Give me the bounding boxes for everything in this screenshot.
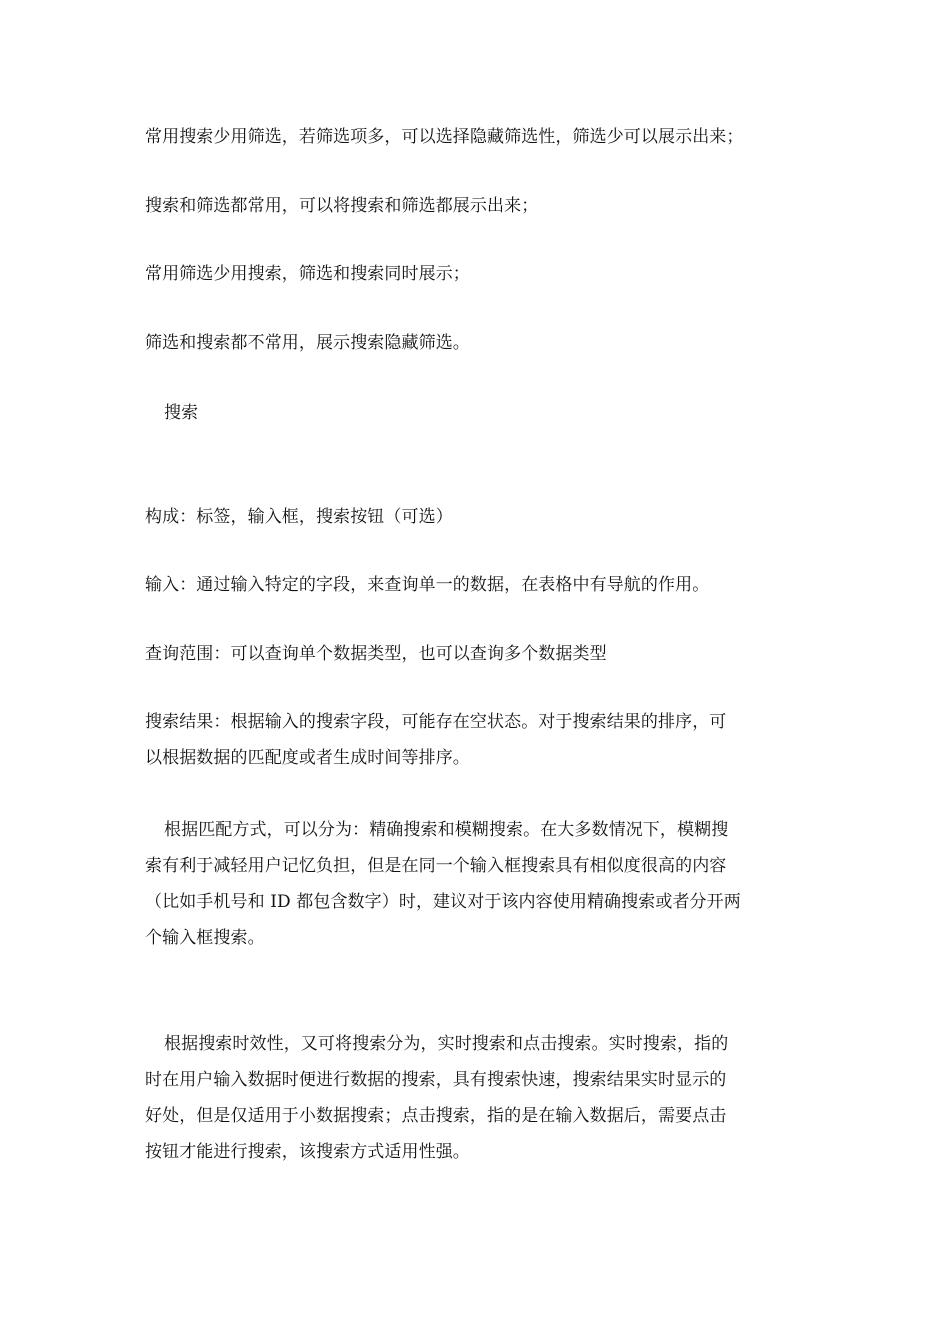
paragraph-line: 按钮才能进行搜索，该搜索方式适用性强。 [145, 1142, 470, 1162]
section-heading: 搜索 [164, 403, 199, 423]
paragraph-line: 以根据数据的匹配度或者生成时间等排序。 [145, 748, 470, 768]
paragraph-line: 个输入框搜索。 [145, 928, 265, 948]
paragraph-line: 搜索和筛选都常用，可以将搜索和筛选都展示出来； [145, 196, 539, 216]
paragraph-line: 查询范围：可以查询单个数据类型，也可以查询多个数据类型 [145, 644, 607, 664]
paragraph-line: 根据匹配方式，可以分为：精确搜索和模糊搜索。在大多数情况下，模糊搜 [164, 820, 729, 840]
paragraph-line: 根据搜索时效性，又可将搜索分为，实时搜索和点击搜索。实时搜索，指的 [164, 1034, 729, 1054]
paragraph-line: 搜索结果：根据输入的搜索字段，可能存在空状态。对于搜索结果的排序，可 [145, 712, 727, 732]
paragraph-line: 筛选和搜索都不常用，展示搜索隐藏筛选。 [145, 333, 470, 353]
paragraph-line: 构成：标签，输入框，搜索按钮（可选） [145, 507, 453, 527]
paragraph-line: 好处，但是仅适用于小数据搜索；点击搜索，指的是在输入数据后，需要点击 [145, 1106, 727, 1126]
paragraph-line: 索有利于减轻用户记忆负担，但是在同一个输入框搜索具有相似度很高的内容 [145, 856, 727, 876]
paragraph-line: 输入：通过输入特定的字段，来查询单一的数据，在表格中有导航的作用。 [145, 575, 710, 595]
paragraph-line: 常用搜索少用筛选，若筛选项多，可以选择隐藏筛选性，筛选少可以展示出来； [145, 127, 744, 147]
paragraph-line: （比如手机号和 ID 都包含数字）时，建议对于该内容使用精确搜索或者分开两 [145, 892, 741, 912]
paragraph-line: 时在用户输入数据时便进行数据的搜索，具有搜索快速，搜索结果实时显示的 [145, 1070, 727, 1090]
paragraph-line: 常用筛选少用搜索，筛选和搜索同时展示； [145, 264, 470, 284]
